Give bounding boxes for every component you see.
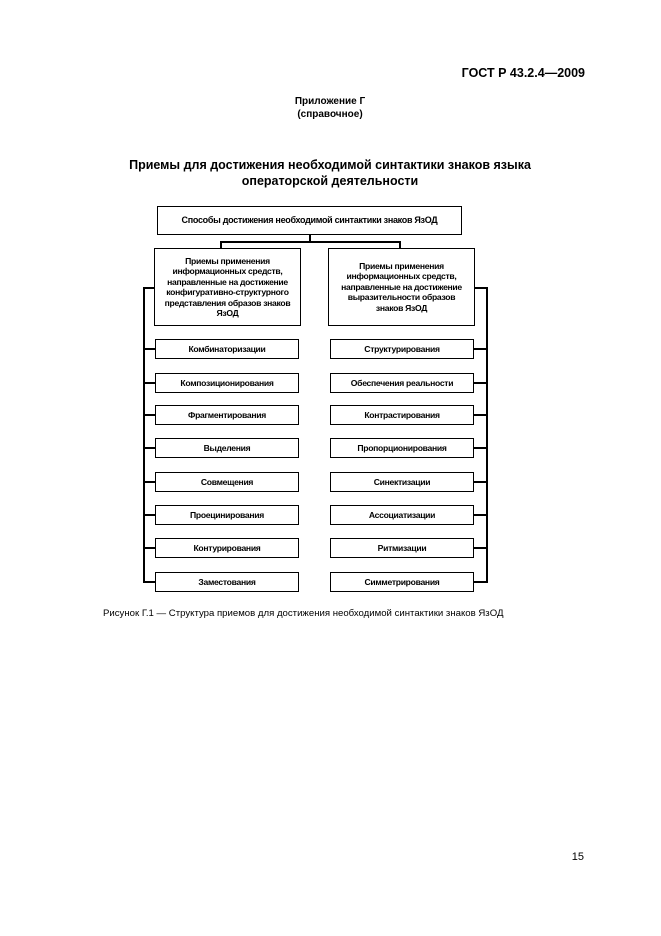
appendix-note: (справочное) [297,109,363,120]
connector-root-bar [220,241,400,243]
page-number: 15 [571,851,584,863]
right-group-box: Приемы применения информационных средств, направленные на достижение выразительности образов знаков ЯзОД [328,248,475,326]
connector-right-drop [399,241,401,248]
left-item-box: Комбинаторизации [155,339,299,359]
right-item-box: Контрастирования [330,405,474,425]
right-item-connector [473,447,487,449]
root-box: Способы достижения необходимой синтактики знаков ЯзОД [157,206,462,235]
connector-left-drop [220,241,222,248]
left-item-box: Композиционирования [155,373,299,393]
connector-right-spine-top [475,287,487,289]
right-item-box: Ритмизации [330,538,474,558]
left-item-box: Совмещения [155,472,299,492]
figure-caption: Рисунок Г.1 — Структура приемов для достижения необходимой синтактики знаков ЯзОД [103,608,504,619]
right-item-connector [473,547,487,549]
right-item-box: Синектизации [330,472,474,492]
standard-code: ГОСТ Р 43.2.4—2009 [461,66,585,80]
right-item-connector [473,414,487,416]
left-item-box: Выделения [155,438,299,458]
right-item-connector [473,581,487,583]
figure-title-line-1: Приемы для достижения необходимой синтактики знаков языка [129,158,531,172]
right-item-connector [473,514,487,516]
right-item-box: Структурирования [330,339,474,359]
right-item-connector [473,481,487,483]
right-item-box: Ассоциатизации [330,505,474,525]
connector-left-spine [143,287,145,583]
appendix-label: Приложение Г [294,96,366,107]
left-item-box: Заместования [155,572,299,592]
figure-title-line-2: операторской деятельности [241,174,419,188]
right-item-box: Симметрирования [330,572,474,592]
connector-right-spine [486,287,488,583]
left-item-box: Фрагментирования [155,405,299,425]
right-item-connector [473,382,487,384]
right-item-box: Пропорционирования [330,438,474,458]
right-item-box: Обеспечения реальности [330,373,474,393]
left-item-box: Контурирования [155,538,299,558]
left-item-box: Проецинирования [155,505,299,525]
right-item-connector [473,348,487,350]
left-group-box: Приемы применения информационных средств, направленные на достижение конфигуративно-структурного представления образов знаков ЯзОД [154,248,301,326]
